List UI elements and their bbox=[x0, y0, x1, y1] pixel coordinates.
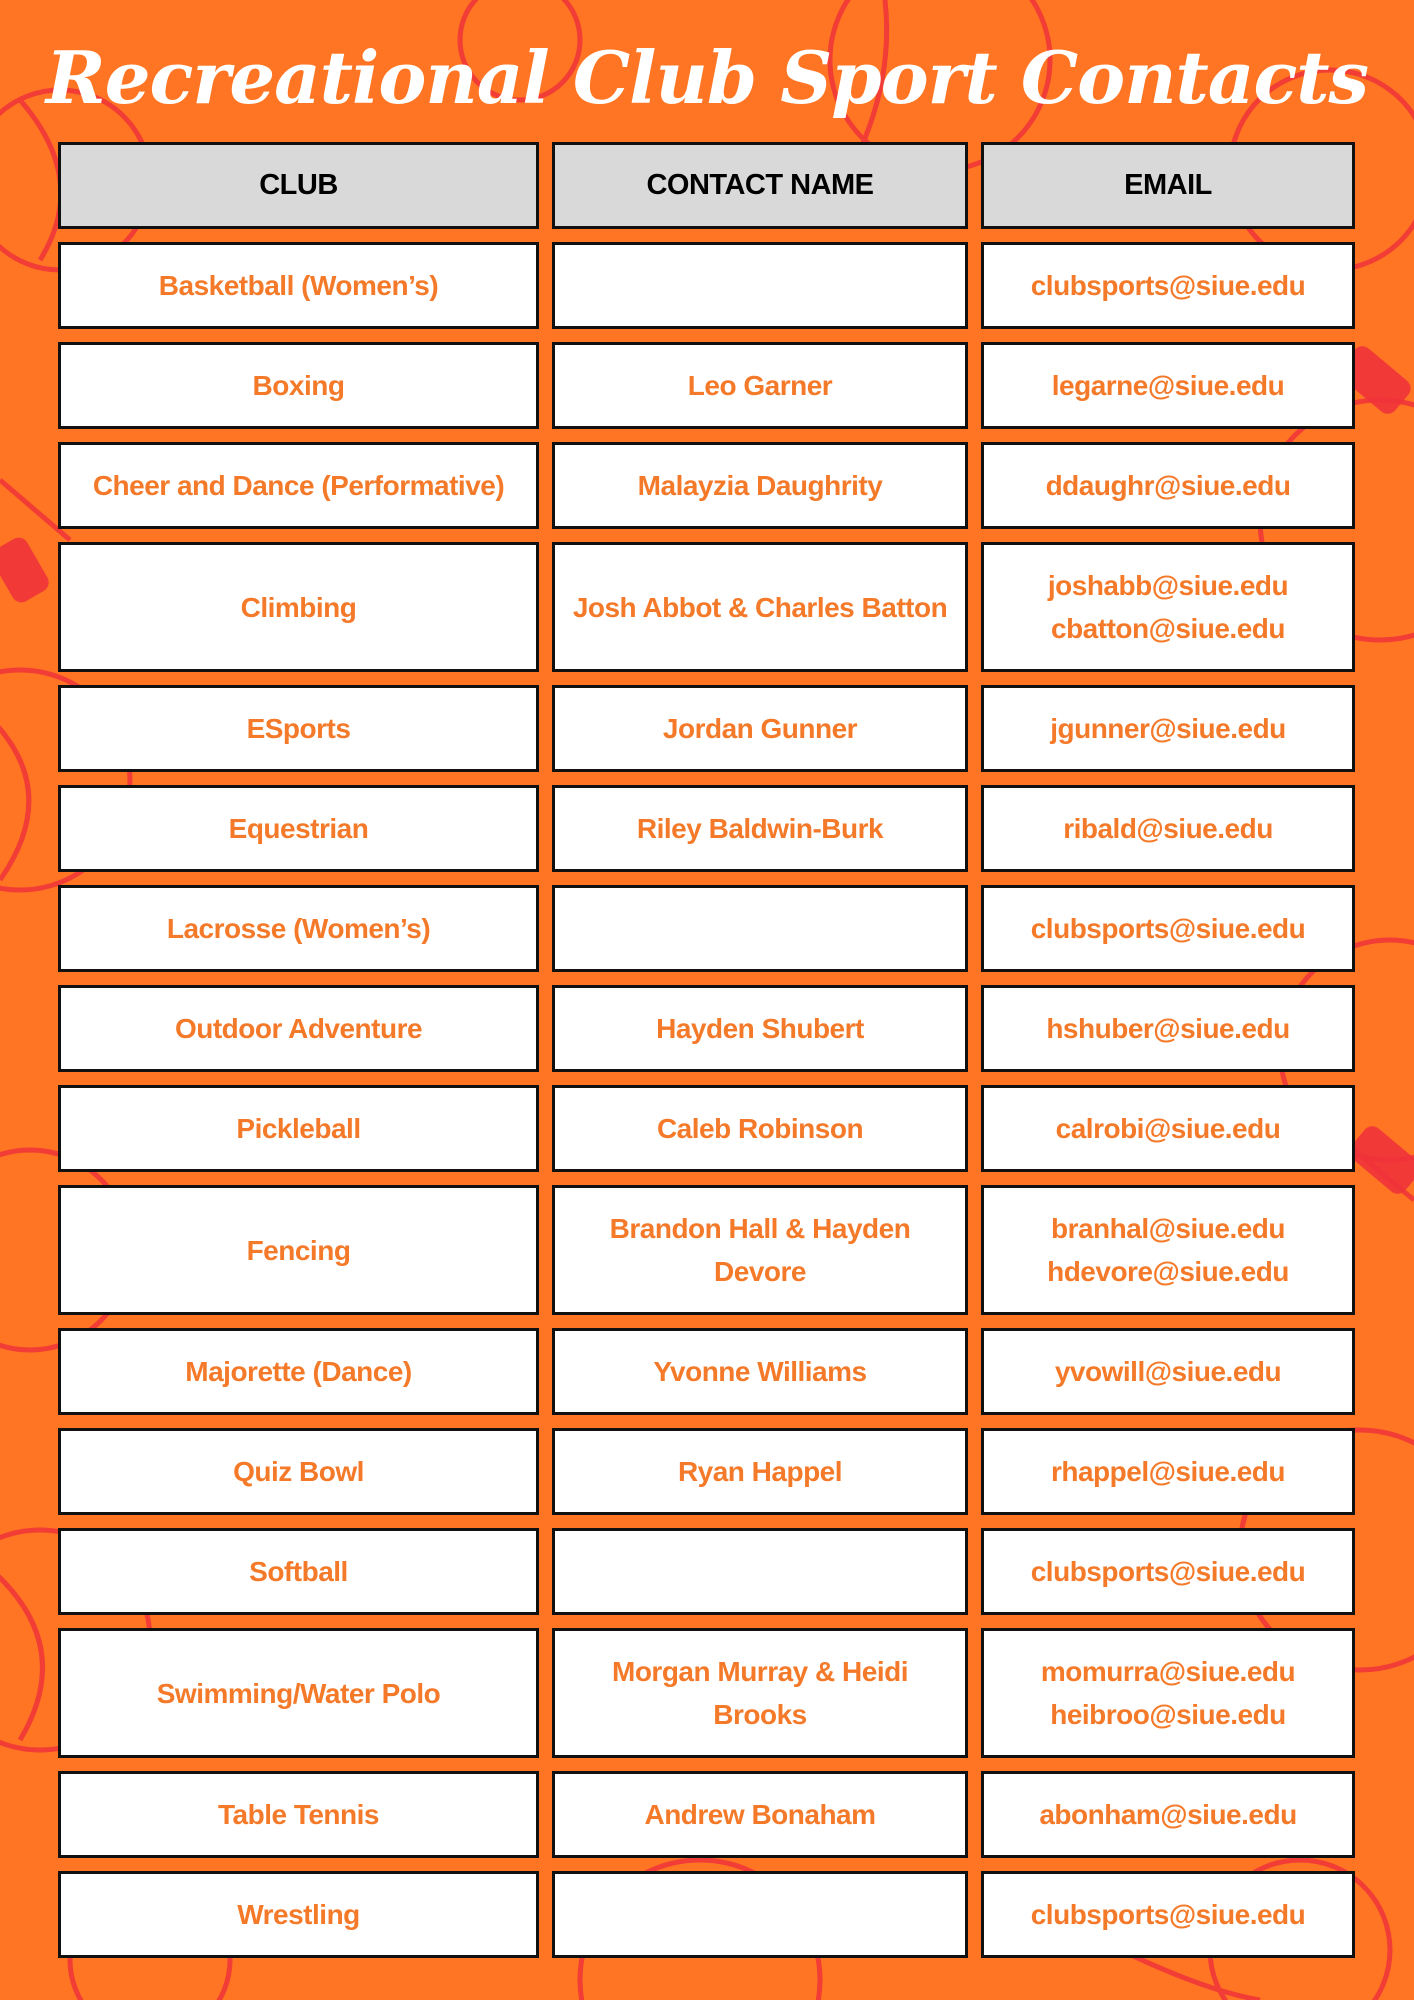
email-cell bbox=[981, 1628, 1355, 1758]
contact-cell bbox=[552, 1871, 968, 1958]
email-cell: clubsports@siue.edu bbox=[981, 1528, 1355, 1615]
club-cell: Softball bbox=[58, 1528, 539, 1615]
contact-cell: Ryan Happel bbox=[552, 1428, 968, 1515]
email-line: branhal@siue.edu bbox=[1050, 1213, 1286, 1244]
table-row bbox=[58, 342, 1355, 429]
email-cell: abonham@siue.edu bbox=[981, 1771, 1355, 1858]
club-cell: Outdoor Adventure bbox=[58, 985, 539, 1072]
table-row bbox=[58, 1328, 1355, 1415]
contact-cell bbox=[552, 1628, 968, 1758]
table-row bbox=[58, 685, 1355, 772]
contact-cell bbox=[552, 1528, 968, 1615]
email-cell: ddaughr@siue.edu bbox=[981, 442, 1355, 529]
email-cell: yvowill@siue.edu bbox=[981, 1328, 1355, 1415]
club-cell: Wrestling bbox=[58, 1871, 539, 1958]
contacts-table bbox=[58, 142, 1355, 1971]
contact-cell: Yvonne Williams bbox=[552, 1328, 968, 1415]
club-cell: Boxing bbox=[58, 342, 539, 429]
contact-cell: Hayden Shubert bbox=[552, 985, 968, 1072]
email-cell: legarne@siue.edu bbox=[981, 342, 1355, 429]
email-cell: clubsports@siue.edu bbox=[981, 242, 1355, 329]
contact-cell: Riley Baldwin-Burk bbox=[552, 785, 968, 872]
club-cell: Majorette (Dance) bbox=[58, 1328, 539, 1415]
contact-cell bbox=[552, 1185, 968, 1315]
email-cell: jgunner@siue.edu bbox=[981, 685, 1355, 772]
table-row bbox=[58, 785, 1355, 872]
club-cell: Climbing bbox=[58, 542, 539, 672]
club-cell: Equestrian bbox=[58, 785, 539, 872]
club-cell: Table Tennis bbox=[58, 1771, 539, 1858]
header-contact-name: CONTACT NAME bbox=[552, 142, 968, 229]
email-cell: clubsports@siue.edu bbox=[981, 885, 1355, 972]
email-line: cbatton@siue.edu bbox=[1051, 613, 1285, 644]
table-row bbox=[58, 542, 1355, 672]
club-cell: Basketball (Women’s) bbox=[58, 242, 539, 329]
club-cell: Cheer and Dance (Performative) bbox=[58, 442, 539, 529]
email-cell bbox=[981, 542, 1355, 672]
table-row bbox=[58, 985, 1355, 1072]
table-header-row bbox=[58, 142, 1355, 229]
contact-name: Morgan Murray & Heidi Brooks bbox=[612, 1656, 908, 1730]
contact-cell: Andrew Bonaham bbox=[552, 1771, 968, 1858]
header-email: EMAIL bbox=[981, 142, 1355, 229]
contact-name: Brandon Hall & Hayden Devore bbox=[609, 1213, 911, 1287]
email-line: heibroo@siue.edu bbox=[1050, 1699, 1286, 1730]
contact-cell bbox=[552, 885, 968, 972]
table-row bbox=[58, 1428, 1355, 1515]
club-cell: Quiz Bowl bbox=[58, 1428, 539, 1515]
email-cell: calrobi@siue.edu bbox=[981, 1085, 1355, 1172]
contact-cell: Josh Abbot & Charles Batton bbox=[552, 542, 968, 672]
club-cell: Lacrosse (Women’s) bbox=[58, 885, 539, 972]
table-row bbox=[58, 1628, 1355, 1758]
email-cell: clubsports@siue.edu bbox=[981, 1871, 1355, 1958]
table-row bbox=[58, 1871, 1355, 1958]
contact-cell: Leo Garner bbox=[552, 342, 968, 429]
email-cell: hshuber@siue.edu bbox=[981, 985, 1355, 1072]
email-cell: rhappel@siue.edu bbox=[981, 1428, 1355, 1515]
email-cell: ribald@siue.edu bbox=[981, 785, 1355, 872]
email-line: hdevore@siue.edu bbox=[1047, 1256, 1289, 1287]
contact-cell: Malayzia Daughrity bbox=[552, 442, 968, 529]
contact-cell: Caleb Robinson bbox=[552, 1085, 968, 1172]
table-row bbox=[58, 1528, 1355, 1615]
contact-cell: Jordan Gunner bbox=[552, 685, 968, 772]
header-club: CLUB bbox=[58, 142, 539, 229]
club-cell: Pickleball bbox=[58, 1085, 539, 1172]
table-row bbox=[58, 442, 1355, 529]
club-cell: Swimming/Water Polo bbox=[58, 1628, 539, 1758]
table-row bbox=[58, 885, 1355, 972]
page-title: Recreational Club Sport Contacts bbox=[45, 35, 1369, 120]
club-cell: ESports bbox=[58, 685, 539, 772]
table-row bbox=[58, 1185, 1355, 1315]
table-row bbox=[58, 242, 1355, 329]
table-row bbox=[58, 1085, 1355, 1172]
email-line: momurra@siue.edu bbox=[1040, 1656, 1296, 1687]
email-cell bbox=[981, 1185, 1355, 1315]
contact-cell bbox=[552, 242, 968, 329]
email-line: joshabb@siue.edu bbox=[1047, 570, 1289, 601]
club-cell: Fencing bbox=[58, 1185, 539, 1315]
table-row bbox=[58, 1771, 1355, 1858]
